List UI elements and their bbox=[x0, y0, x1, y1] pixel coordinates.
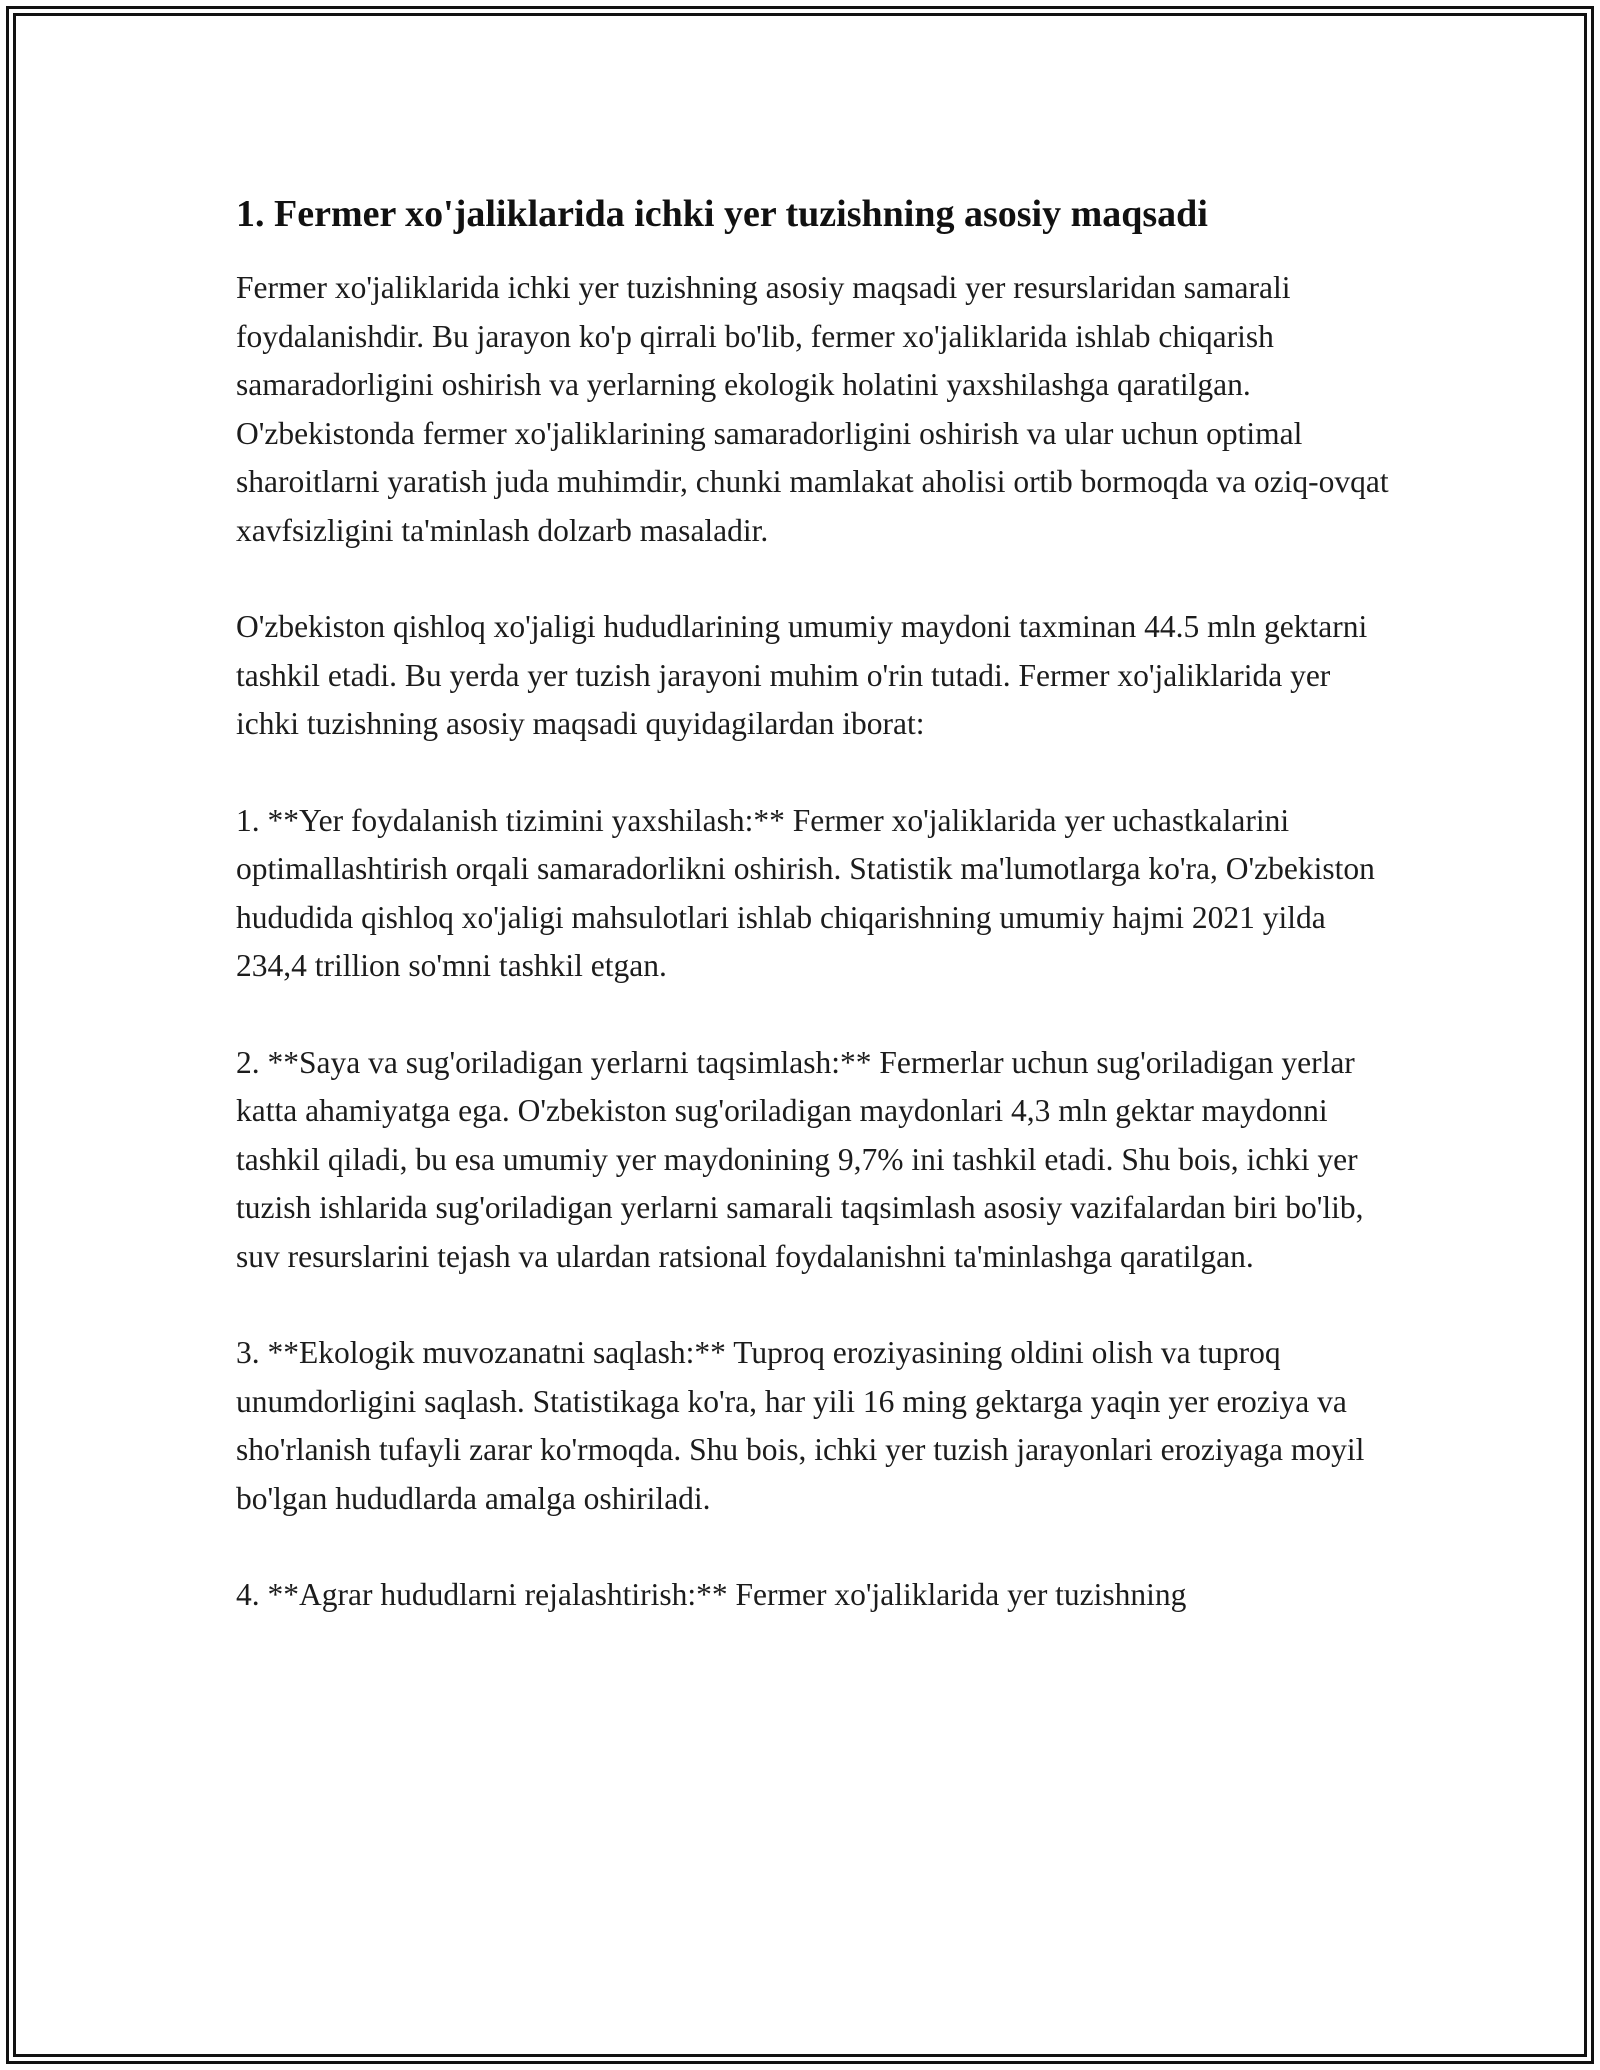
section-heading: 1. Fermer xo'jaliklarida ichki yer tuzishning asosiy maqsadi bbox=[236, 193, 1208, 235]
list-item-3: 3. **Ekologik muvozanatni saqlash:** Tuproq eroziyasining oldini olish va tuproq unumdorligini saqlash. Statistikaga ko'ra, har yili 16 ming gektarga yaqin yer eroziya va sho'rlanish tufayli zarar ko'rmoqda. Shu bois, ichki yer tuzish jarayonlari eroziyaga moyil bo'lgan hududlarda amalga oshiriladi. bbox=[236, 1335, 1365, 1516]
paragraph-intro: Fermer xo'jaliklarida ichki yer tuzishning asosiy maqsadi yer resurslaridan samarali foydalanishdir. Bu jarayon ko'p qirrali bo'lib, fermer xo'jaliklarida ishlab chiqarish samaradorligini oshirish va yerlarning ekologik holatini yaxshilashga qaratilgan. O'zbekistonda fermer xo'jaliklarining samaradorligini oshirish va ular uchun optimal sharoitlarni yaratish juda muhimdir, chunki mamlakat aholisi ortib bormoqda va oziq-ovqat xavfsizligini ta'minlash dolzarb masaladir. bbox=[236, 270, 1389, 548]
list-item-4: 4. **Agrar hududlarni rejalashtirish:** Fermer xo'jaliklarida yer tuzishning bbox=[236, 1577, 1187, 1612]
paragraph-area-overview: O'zbekiston qishloq xo'jaligi hududlarining umumiy maydoni taxminan 44.5 mln gektarni tashkil etadi. Bu yerda yer tuzish jarayoni muhim o'rin tutadi. Fermer xo'jaliklarida yer ichki tuzishning asosiy maqsadi quyidagilardan iborat: bbox=[236, 609, 1368, 741]
list-item-2: 2. **Saya va sug'oriladigan yerlarni taqsimlash:** Fermerlar uchun sug'oriladigan yerlar katta ahamiyatga ega. O'zbekiston sug'oriladigan maydonlari 4,3 mln gektar maydonni tashkil qiladi, bu esa umumiy yer maydonining 9,7% ini tashkil etadi. Shu bois, ichki yer tuzish ishlarida sug'oriladigan yerlarni samarali taqsimlash asosiy vazifalardan biri bo'lib, suv resurslarini tejash va ulardan ratsional foydalanishni ta'minlashga qaratilgan. bbox=[236, 1044, 1364, 1274]
document-body bbox=[236, 188, 1396, 1668]
list-item-1: 1. **Yer foydalanish tizimini yaxshilash:** Fermer xo'jaliklarida yer uchastkalarini optimallashtirish orqali samaradorlikni oshirish. Statistik ma'lumotlarga ko'ra, O'zbekiston hududida qishloq xo'jaligi mahsulotlari ishlab chiqarishning umumiy hajmi 2021 yilda 234,4 trillion so'mni tashkil etgan. bbox=[236, 802, 1375, 983]
